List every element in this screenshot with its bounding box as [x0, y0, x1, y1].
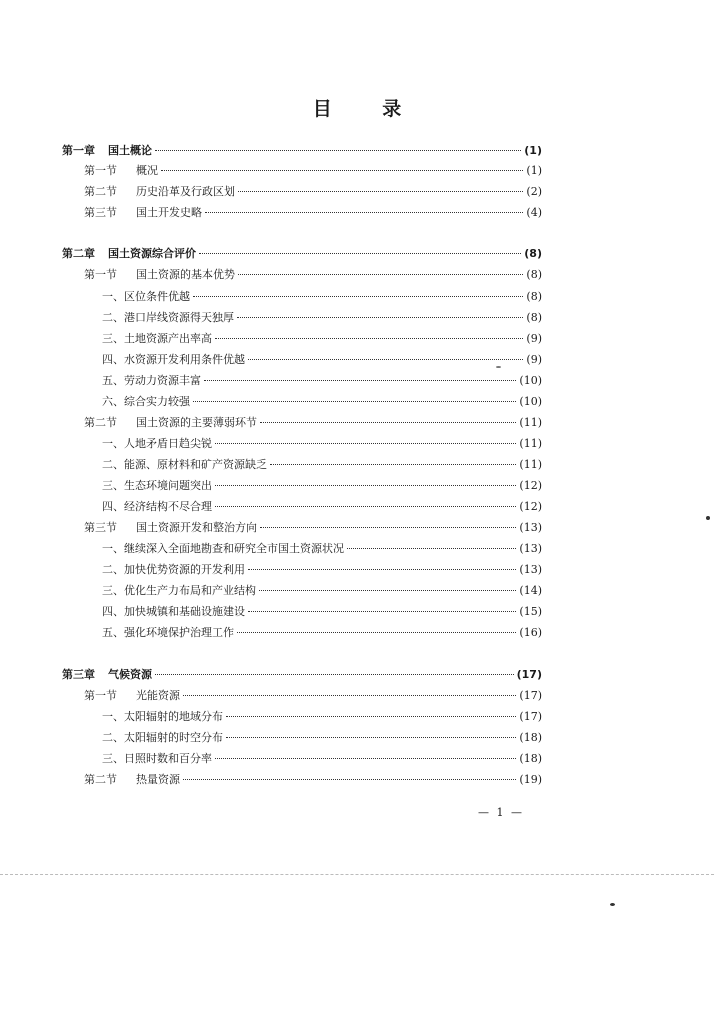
- toc-entry-section: [84, 688, 542, 704]
- toc-entry-page: (8): [526, 311, 542, 324]
- toc-entry-number: 第一节: [84, 268, 117, 281]
- toc-entry-label: [102, 457, 267, 473]
- toc-entry-title: 继续深入全面地勘查和研究全市国土资源状况: [124, 542, 344, 555]
- toc-entry-title: 劳动力资源丰富: [124, 374, 201, 387]
- toc-entry-label: [102, 478, 212, 494]
- toc-entry-label: [102, 436, 212, 452]
- toc-entry-label: [102, 310, 234, 326]
- toc-entry-label: [102, 751, 212, 767]
- toc-entry-number: 二、: [102, 563, 124, 576]
- toc-entry-title: 区位条件优越: [124, 290, 190, 303]
- toc-entry-item: [102, 709, 542, 725]
- page-title: 目 录: [312, 98, 424, 120]
- dot-leader: [248, 569, 516, 570]
- toc-entry-page: (12): [519, 479, 542, 492]
- toc-entry-number: 第三节: [84, 206, 117, 219]
- toc-entry-label: [62, 246, 196, 262]
- toc-entry-page: (2): [526, 185, 542, 198]
- dot-leader: [238, 191, 523, 192]
- toc-entry-title: 概况: [136, 164, 158, 177]
- toc-entry-title: 综合实力较强: [124, 395, 190, 408]
- toc-entry-number: 第三节: [84, 521, 117, 534]
- scan-artifact-line: [0, 874, 714, 875]
- dot-leader: [238, 274, 523, 275]
- toc-entry-title: 港口岸线资源得天独厚: [124, 311, 234, 324]
- toc-entry-number: 三、: [102, 479, 124, 492]
- toc-entry-number: 第一章: [62, 144, 95, 157]
- dot-leader: [193, 401, 516, 402]
- toc-entry-section: [84, 415, 542, 431]
- toc-entry-number: 六、: [102, 395, 124, 408]
- dot-leader: [215, 758, 516, 759]
- toc-entry-chapter: [62, 667, 542, 683]
- dot-leader: [226, 716, 516, 717]
- toc-entry-label: [84, 688, 180, 704]
- toc-entry-page: (10): [519, 374, 542, 387]
- toc-entry-title: 光能资源: [136, 689, 180, 702]
- toc-entry-item: [102, 541, 542, 557]
- toc-entry-page: (1): [526, 164, 542, 177]
- toc-entry-title: 国土资源的主要薄弱环节: [136, 416, 257, 429]
- toc-entry-item: [102, 583, 542, 599]
- toc-entry-page: (11): [519, 437, 542, 450]
- toc-entry-label: [84, 163, 158, 179]
- dot-leader: [270, 464, 516, 465]
- toc-entry-section: [84, 267, 542, 283]
- toc-entry-label: [102, 541, 344, 557]
- toc-entry-page: (11): [519, 458, 542, 471]
- toc-entry-item: [102, 457, 542, 473]
- toc-entry-item: [102, 331, 542, 347]
- toc-entry-title: 国土资源的基本优势: [136, 268, 235, 281]
- toc-entry-number: 一、: [102, 542, 124, 555]
- toc-entry-item: [102, 625, 542, 641]
- toc-entry-number: 第二章: [62, 247, 95, 260]
- toc-entry-number: 四、: [102, 500, 124, 513]
- toc-entry-item: [102, 394, 542, 410]
- toc-entry-number: 二、: [102, 458, 124, 471]
- toc-entry-number: 三、: [102, 584, 124, 597]
- dot-leader: [248, 611, 516, 612]
- dot-leader: [215, 485, 516, 486]
- toc-entry-label: [62, 667, 152, 683]
- toc-entry-section: [84, 205, 542, 221]
- toc-entry-page: (8): [526, 290, 542, 303]
- toc-entry-item: [102, 373, 542, 389]
- toc-entry-number: 五、: [102, 626, 124, 639]
- toc-entry-number: 第二节: [84, 185, 117, 198]
- toc-entry-page: (13): [519, 521, 542, 534]
- toc-entry-number: 一、: [102, 710, 124, 723]
- toc-entry-title: 水资源开发利用条件优越: [124, 353, 245, 366]
- toc-entry-item: [102, 478, 542, 494]
- toc-entry-chapter: [62, 143, 542, 159]
- dot-leader: [347, 548, 516, 549]
- toc-entry-title: 太阳辐射的地域分布: [124, 710, 223, 723]
- toc-entry-section: [84, 772, 542, 788]
- toc-entry-label: [84, 415, 257, 431]
- toc-entry-label: [102, 604, 245, 620]
- toc-entry-page: (14): [519, 584, 542, 597]
- toc-entry-label: [84, 205, 202, 221]
- toc-entry-label: [102, 289, 190, 305]
- scan-speck: [610, 903, 615, 906]
- toc-entry-number: 三、: [102, 752, 124, 765]
- toc-entry-page: (17): [519, 689, 542, 702]
- toc-entry-number: 第二节: [84, 773, 117, 786]
- page-number: — 1 —: [478, 806, 524, 819]
- dot-leader: [237, 317, 523, 318]
- toc-entry-title: 加快城镇和基础设施建设: [124, 605, 245, 618]
- dot-leader: [205, 212, 523, 213]
- toc-entry-title: 国土概论: [108, 144, 152, 157]
- toc-entry-section: [84, 184, 542, 200]
- toc-entry-page: (16): [519, 626, 542, 639]
- toc-entry-title: 气候资源: [108, 668, 152, 681]
- toc-entry-label: [102, 730, 223, 746]
- scan-speck: [706, 516, 710, 520]
- toc-entry-item: [102, 751, 542, 767]
- dot-leader: [215, 338, 523, 339]
- toc-entry-item: [102, 352, 542, 368]
- toc-entry-title: 能源、原材料和矿产资源缺乏: [124, 458, 267, 471]
- dot-leader: [215, 506, 516, 507]
- toc-entry-number: 第一节: [84, 164, 117, 177]
- dot-leader: [248, 359, 523, 360]
- toc-entry-page: (9): [526, 353, 542, 366]
- dot-leader: [259, 590, 516, 591]
- toc-entry-item: [102, 604, 542, 620]
- toc-entry-label: [102, 373, 201, 389]
- toc-entry-label: [102, 331, 212, 347]
- toc-entry-item: [102, 289, 542, 305]
- toc-entry-label: [62, 143, 152, 159]
- toc-entry-page: (8): [526, 268, 542, 281]
- toc-entry-title: 优化生产力布局和产业结构: [124, 584, 256, 597]
- toc-entry-label: [102, 709, 223, 725]
- toc-entry-number: 一、: [102, 290, 124, 303]
- toc-entry-number: 三、: [102, 332, 124, 345]
- toc-entry-number: 第一节: [84, 689, 117, 702]
- toc-entry-label: [102, 562, 245, 578]
- dot-leader: [183, 779, 516, 780]
- toc-entry-page: (13): [519, 542, 542, 555]
- dot-leader: [260, 422, 516, 423]
- dot-leader: [199, 253, 521, 254]
- toc-entry-page: (18): [519, 752, 542, 765]
- toc-entry-title: 太阳辐射的时空分布: [124, 731, 223, 744]
- dot-leader: [193, 296, 523, 297]
- toc-entry-page: (15): [519, 605, 542, 618]
- toc-entry-item: [102, 499, 542, 515]
- toc-entry-page: (12): [519, 500, 542, 513]
- toc-entry-title: 日照时数和百分率: [124, 752, 212, 765]
- toc-entry-page: (19): [519, 773, 542, 786]
- scan-speck: [496, 366, 501, 368]
- dot-leader: [260, 527, 516, 528]
- dot-leader: [237, 632, 516, 633]
- toc-entry-item: [102, 730, 542, 746]
- dot-leader: [204, 380, 516, 381]
- toc-entry-title: 强化环境保护治理工作: [124, 626, 234, 639]
- toc-entry-number: 五、: [102, 374, 124, 387]
- toc-entry-number: 一、: [102, 437, 124, 450]
- toc-entry-label: [84, 267, 235, 283]
- toc-entry-label: [84, 184, 235, 200]
- toc-entry-label: [102, 394, 190, 410]
- toc-entry-number: 二、: [102, 731, 124, 744]
- toc-entry-page: (4): [526, 206, 542, 219]
- toc-entry-page: (9): [526, 332, 542, 345]
- toc-entry-title: 国土资源综合评价: [108, 247, 196, 260]
- toc-entry-number: 第三章: [62, 668, 95, 681]
- toc-entry-title: 土地资源产出率高: [124, 332, 212, 345]
- toc-entry-label: [84, 520, 257, 536]
- toc-entry-page: (18): [519, 731, 542, 744]
- toc-entry-item: [102, 436, 542, 452]
- toc-entry-label: [102, 352, 245, 368]
- dot-leader: [155, 150, 521, 151]
- dot-leader: [226, 737, 516, 738]
- dot-leader: [215, 443, 516, 444]
- toc-entry-title: 经济结构不尽合理: [124, 500, 212, 513]
- toc-entry-label: [102, 583, 256, 599]
- toc-entry-title: 热量资源: [136, 773, 180, 786]
- dot-leader: [161, 170, 523, 171]
- toc-entry-label: [84, 772, 180, 788]
- toc-entry-section: [84, 520, 542, 536]
- toc-entry-page: (17): [519, 710, 542, 723]
- toc-entry-section: [84, 163, 542, 179]
- toc-entry-page: (8): [524, 247, 542, 260]
- toc-entry-title: 人地矛盾日趋尖锐: [124, 437, 212, 450]
- toc-entry-title: 加快优势资源的开发利用: [124, 563, 245, 576]
- toc-entry-title: 国土开发史略: [136, 206, 202, 219]
- toc-entry-page: (17): [516, 668, 542, 681]
- toc-entry-label: [102, 499, 212, 515]
- toc-entry-item: [102, 310, 542, 326]
- toc-entry-page: (11): [519, 416, 542, 429]
- toc-entry-page: (10): [519, 395, 542, 408]
- toc-entry-label: [102, 625, 234, 641]
- toc-entry-number: 二、: [102, 311, 124, 324]
- toc-entry-page: (13): [519, 563, 542, 576]
- toc-entry-title: 历史沿革及行政区划: [136, 185, 235, 198]
- toc-entry-page: (1): [524, 144, 542, 157]
- dot-leader: [183, 695, 516, 696]
- toc-entry-item: [102, 562, 542, 578]
- toc-entry-number: 四、: [102, 353, 124, 366]
- toc-entry-chapter: [62, 246, 542, 262]
- toc-entry-number: 四、: [102, 605, 124, 618]
- toc-entry-number: 第二节: [84, 416, 117, 429]
- toc-entry-title: 生态环境问题突出: [124, 479, 212, 492]
- dot-leader: [155, 674, 514, 675]
- toc-entry-title: 国土资源开发和整治方向: [136, 521, 257, 534]
